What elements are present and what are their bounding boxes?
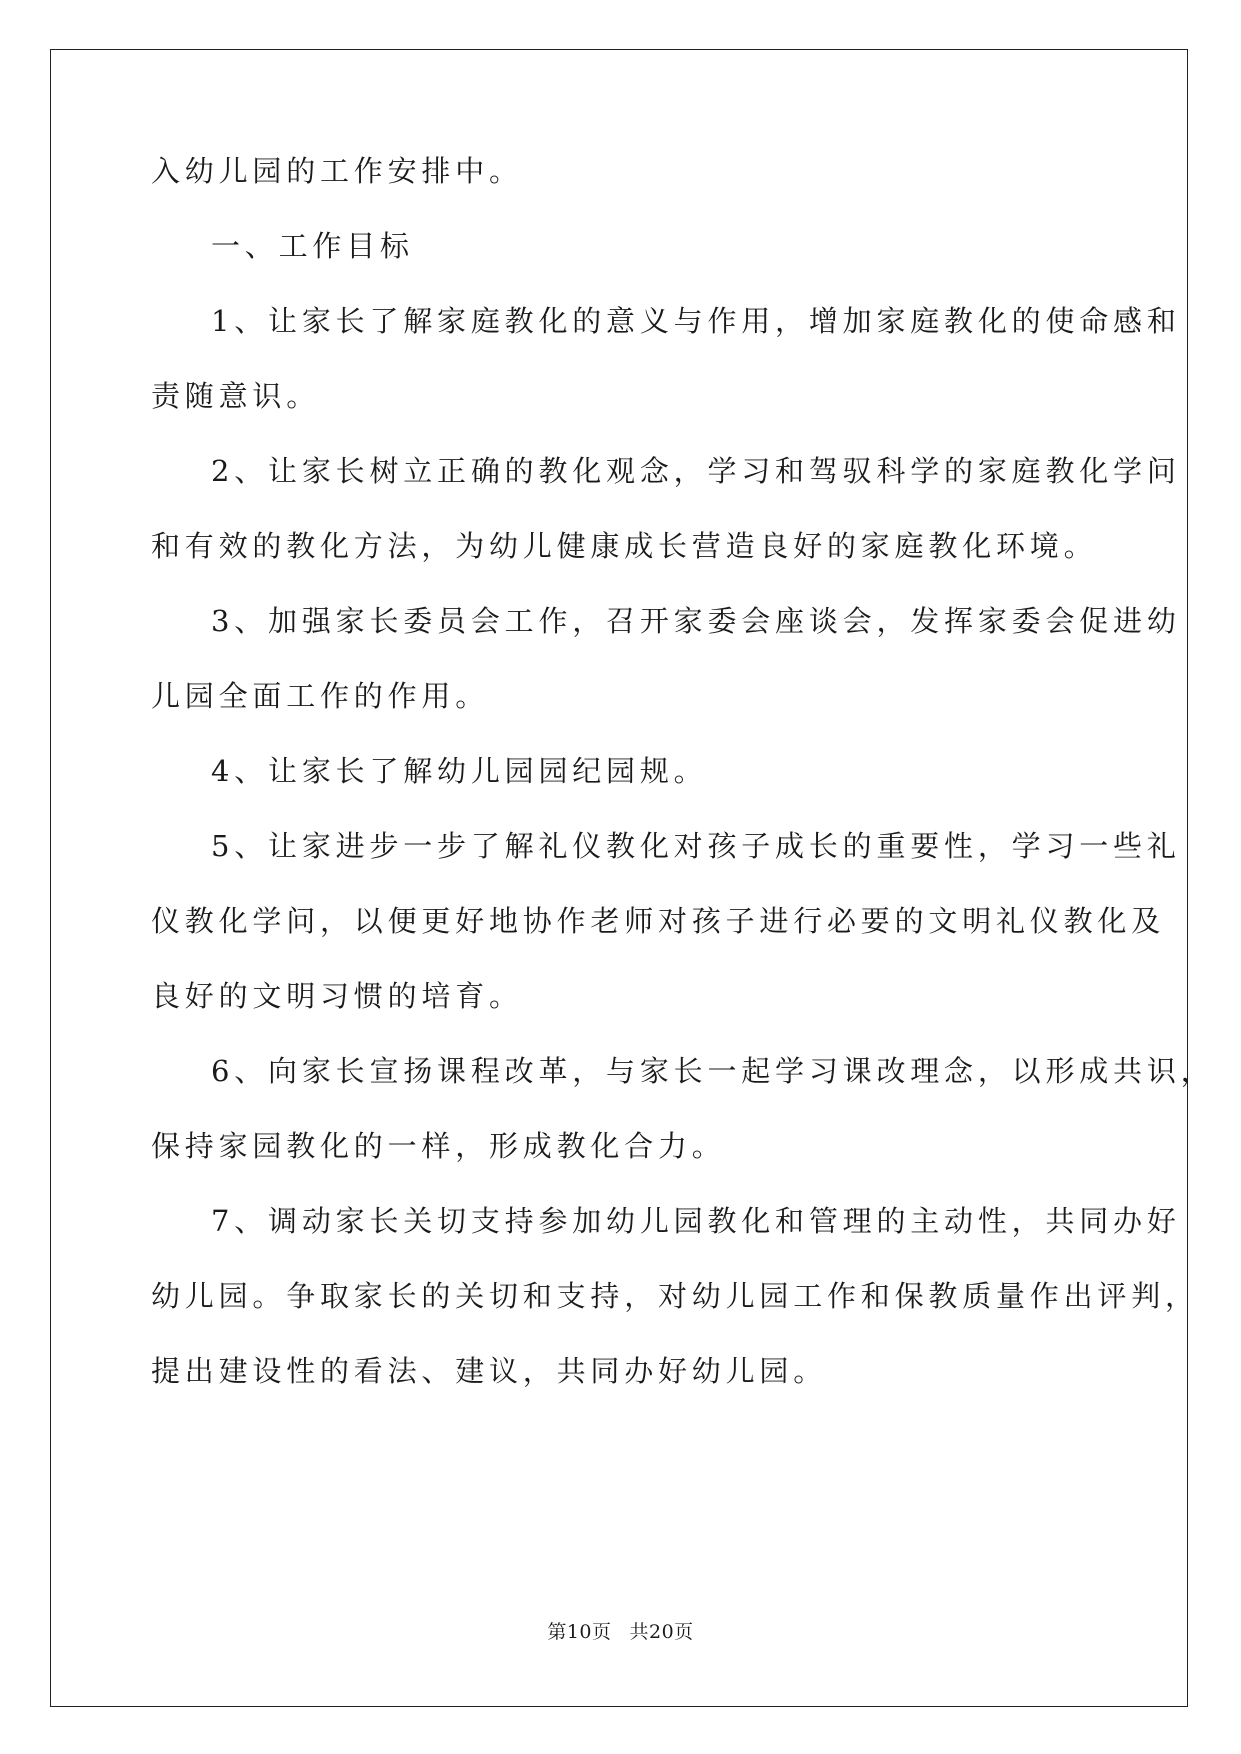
section-heading: 一、工作目标: [211, 229, 414, 263]
text-line: 仪教化学问，以便更好地协作老师对孩子进行必要的文明礼仪教化及: [151, 904, 1166, 938]
text-line: 儿园全面工作的作用。: [151, 679, 490, 713]
text-line: 良好的文明习惯的培育。: [151, 979, 523, 1013]
text-line: 责随意识。: [151, 379, 321, 413]
text-line: 入幼儿园的工作安排中。: [151, 154, 523, 188]
text-line: 3、加强家长委员会工作，召开家委会座谈会，发挥家委会促进幼: [211, 604, 1181, 638]
text-line: 5、让家进步一步了解礼仪教化对孩子成长的重要性，学习一些礼: [211, 829, 1181, 863]
page-footer: [0, 1620, 1241, 1644]
text-line: 4、让家长了解幼儿园园纪园规。: [211, 754, 708, 788]
text-line: 和有效的教化方法，为幼儿健康成长营造良好的家庭教化环境。: [151, 529, 1098, 563]
page-number: 第10页: [547, 1621, 612, 1643]
text-line: 保持家园教化的一样，形成教化合力。: [151, 1129, 726, 1163]
text-line: 2、让家长树立正确的教化观念，学习和驾驭科学的家庭教化学问: [211, 454, 1181, 488]
page-border: [50, 49, 1188, 1707]
text-line: 幼儿园。争取家长的关切和支持，对幼儿园工作和保教质量作出评判，: [151, 1279, 1199, 1313]
text-line: 6、向家长宣扬课程改革，与家长一起学习课改理念，以形成共识，: [211, 1054, 1215, 1088]
text-line: 提出建设性的看法、建议，共同办好幼儿园。: [151, 1354, 828, 1388]
text-line: 7、调动家长关切支持参加幼儿园教化和管理的主动性，共同办好: [211, 1204, 1181, 1238]
page-total: 共20页: [629, 1621, 694, 1643]
text-line: 1、让家长了解家庭教化的意义与作用，增加家庭教化的使命感和: [211, 304, 1181, 338]
